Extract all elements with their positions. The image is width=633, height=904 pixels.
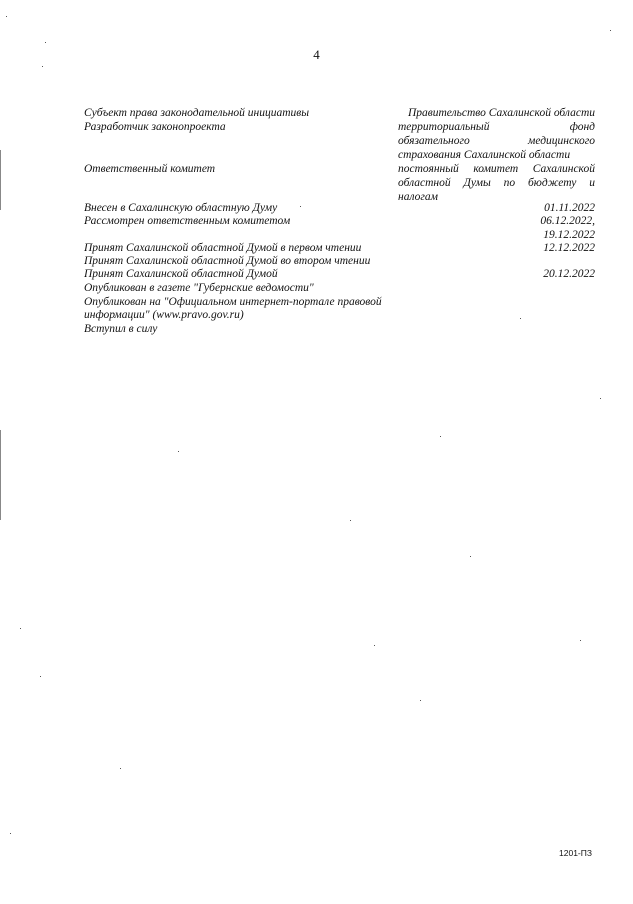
reviewed-date: 19.12.2022 bbox=[543, 229, 595, 241]
published-newspaper-label: Опубликован в газете "Губернские ведомости" bbox=[84, 282, 314, 294]
scan-speck bbox=[520, 318, 521, 319]
responsible-committee-value-line: постоянный комитет Сахалинской bbox=[398, 163, 595, 175]
initiative-subject-label: Субъект права законодательной инициативы bbox=[84, 107, 310, 119]
developer-value-line: территориальный фонд bbox=[398, 121, 595, 133]
scan-speck bbox=[40, 676, 41, 677]
reviewed-date: 06.12.2022, bbox=[540, 215, 595, 227]
responsible-committee-value-line: налогам bbox=[398, 191, 438, 203]
page-number: 4 bbox=[313, 47, 320, 62]
first-reading-label: Принят Сахалинской областной Думой в первом чтении bbox=[84, 242, 362, 254]
developer-value bbox=[398, 120, 595, 162]
submitted-label: Внесен в Сахалинскую областную Думу bbox=[84, 202, 278, 214]
scan-speck bbox=[470, 556, 471, 557]
scan-speck bbox=[178, 451, 179, 452]
scan-speck bbox=[580, 640, 581, 641]
submitted-date: 01.11.2022 bbox=[544, 202, 595, 214]
scan-speck bbox=[120, 768, 121, 769]
responsible-committee-value bbox=[398, 162, 595, 204]
responsible-committee-label: Ответственный комитет bbox=[84, 163, 216, 175]
scan-speck bbox=[10, 833, 11, 834]
scan-speck bbox=[440, 436, 441, 437]
adopted-label: Принят Сахалинской областной Думой bbox=[84, 268, 278, 280]
scan-speck bbox=[6, 16, 7, 17]
scan-speck bbox=[610, 30, 611, 31]
adopted-date: 20.12.2022 bbox=[543, 268, 595, 280]
scan-speck bbox=[45, 42, 46, 43]
second-reading-label: Принят Сахалинской областной Думой во втором чтении bbox=[84, 255, 371, 267]
scan-speck bbox=[420, 700, 421, 701]
in-force-label: Вступил в силу bbox=[84, 323, 158, 335]
scan-speck bbox=[300, 206, 301, 207]
scan-edge-mark bbox=[0, 430, 1, 520]
published-portal-label: Опубликован на "Официальном интернет-портале правовой bbox=[84, 296, 382, 308]
scan-speck bbox=[42, 66, 43, 67]
developer-label: Разработчик законопроекта bbox=[84, 121, 226, 133]
published-portal-label: информации" (www.pravo.gov.ru) bbox=[84, 309, 244, 321]
scan-speck bbox=[20, 628, 21, 629]
footer-code: 1201-ПЗ bbox=[559, 848, 592, 858]
scan-speck bbox=[374, 645, 375, 646]
responsible-committee-value-line: областной Думы по бюджету и bbox=[398, 177, 595, 189]
developer-value-line: страхования Сахалинской области bbox=[398, 149, 571, 161]
initiative-subject-value: Правительство Сахалинской области bbox=[407, 107, 595, 119]
scan-edge-mark bbox=[0, 150, 1, 210]
scan-speck bbox=[350, 520, 351, 521]
first-reading-date: 12.12.2022 bbox=[543, 242, 595, 254]
scan-speck bbox=[600, 398, 601, 399]
reviewed-label: Рассмотрен ответственным комитетом bbox=[84, 215, 291, 227]
developer-value-line: обязательного медицинского bbox=[398, 135, 595, 147]
